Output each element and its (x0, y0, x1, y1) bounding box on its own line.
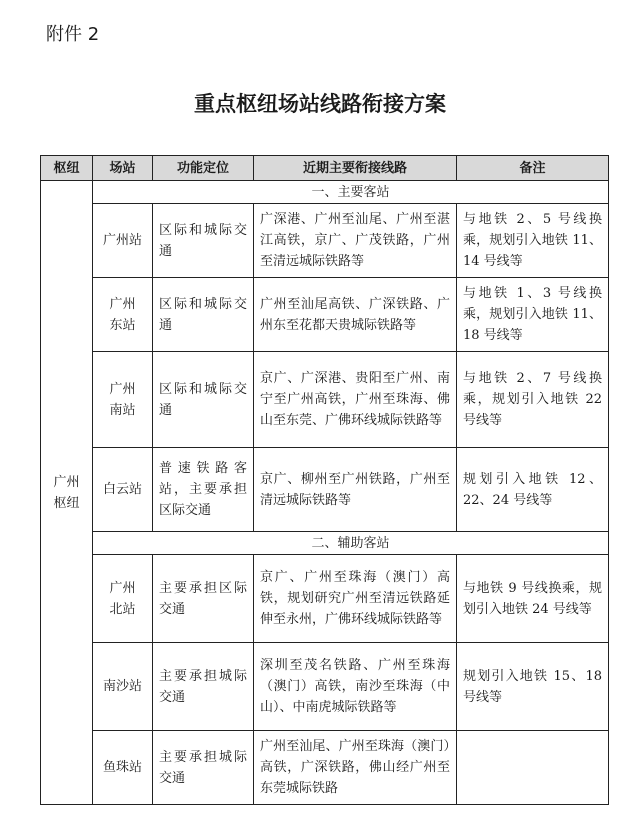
column-header: 近期主要衔接线路 (254, 156, 457, 181)
connection-table (40, 155, 609, 805)
station-cell: 鱼珠站 (93, 731, 153, 805)
lines-cell: 广深港、广州至汕尾、广州至湛江高铁，京广、广茂铁路，广州至清远城际铁路等 (254, 204, 457, 278)
section-label: 一、主要客站 (93, 181, 609, 204)
column-header: 功能定位 (153, 156, 254, 181)
section-label: 二、辅助客站 (93, 532, 609, 555)
section-row (41, 532, 609, 555)
note-cell: 与地铁 1、3 号线换乘，规划引入地铁 11、18 号线等 (457, 278, 609, 352)
station-cell: 广州 北站 (93, 555, 153, 643)
station-cell: 南沙站 (93, 643, 153, 731)
function-cell: 区际和城际交通 (153, 278, 254, 352)
table-row (41, 643, 609, 731)
note-cell: 与地铁 9 号线换乘，规划引入地铁 24 号线等 (457, 555, 609, 643)
column-header: 备注 (457, 156, 609, 181)
function-cell: 主要承担区际交通 (153, 555, 254, 643)
column-header: 场站 (93, 156, 153, 181)
station-cell: 广州 南站 (93, 352, 153, 448)
column-header: 枢纽 (41, 156, 93, 181)
note-cell: 规划引入地铁 12、22、24 号线等 (457, 448, 609, 532)
page-title: 重点枢纽场站线路衔接方案 (194, 92, 446, 116)
lines-cell: 京广、广州至珠海（澳门）高铁，规划研究广州至清远铁路延伸至永州，广佛环线城际铁路等 (254, 555, 457, 643)
note-cell: 与地铁 2、7 号线换乘，规划引入地铁 22 号线等 (457, 352, 609, 448)
lines-cell: 京广、柳州至广州铁路，广州至清远城际铁路等 (254, 448, 457, 532)
lines-cell: 广州至汕尾、广州至珠海（澳门）高铁，广深铁路，佛山经广州至东莞城际铁路 (254, 731, 457, 805)
attachment-label: 附件 2 (46, 24, 100, 45)
function-cell: 普速铁路客站，主要承担区际交通 (153, 448, 254, 532)
hub-cell: 广州 枢纽 (41, 181, 93, 805)
function-cell: 区际和城际交通 (153, 204, 254, 278)
note-cell: 与地铁 2、5 号线换乘，规划引入地铁 11、14 号线等 (457, 204, 609, 278)
station-cell: 白云站 (93, 448, 153, 532)
section-row (41, 181, 609, 204)
note-cell (457, 731, 609, 805)
table-row (41, 352, 609, 448)
lines-cell: 广州至汕尾高铁、广深铁路、广州东至花都天贵城际铁路等 (254, 278, 457, 352)
lines-cell: 深圳至茂名铁路、广州至珠海（澳门）高铁，南沙至珠海（中山）、中南虎城际铁路等 (254, 643, 457, 731)
note-cell: 规划引入地铁 15、18 号线等 (457, 643, 609, 731)
table-header-row (41, 156, 609, 181)
table-row (41, 204, 609, 278)
station-cell: 广州站 (93, 204, 153, 278)
table-row (41, 555, 609, 643)
table-row (41, 448, 609, 532)
function-cell: 主要承担城际交通 (153, 731, 254, 805)
station-cell: 广州 东站 (93, 278, 153, 352)
table-row (41, 278, 609, 352)
lines-cell: 京广、广深港、贵阳至广州、南宁至广州高铁，广州至珠海、佛山至东莞、广佛环线城际铁路等 (254, 352, 457, 448)
function-cell: 主要承担城际交通 (153, 643, 254, 731)
table-row (41, 731, 609, 805)
function-cell: 区际和城际交通 (153, 352, 254, 448)
